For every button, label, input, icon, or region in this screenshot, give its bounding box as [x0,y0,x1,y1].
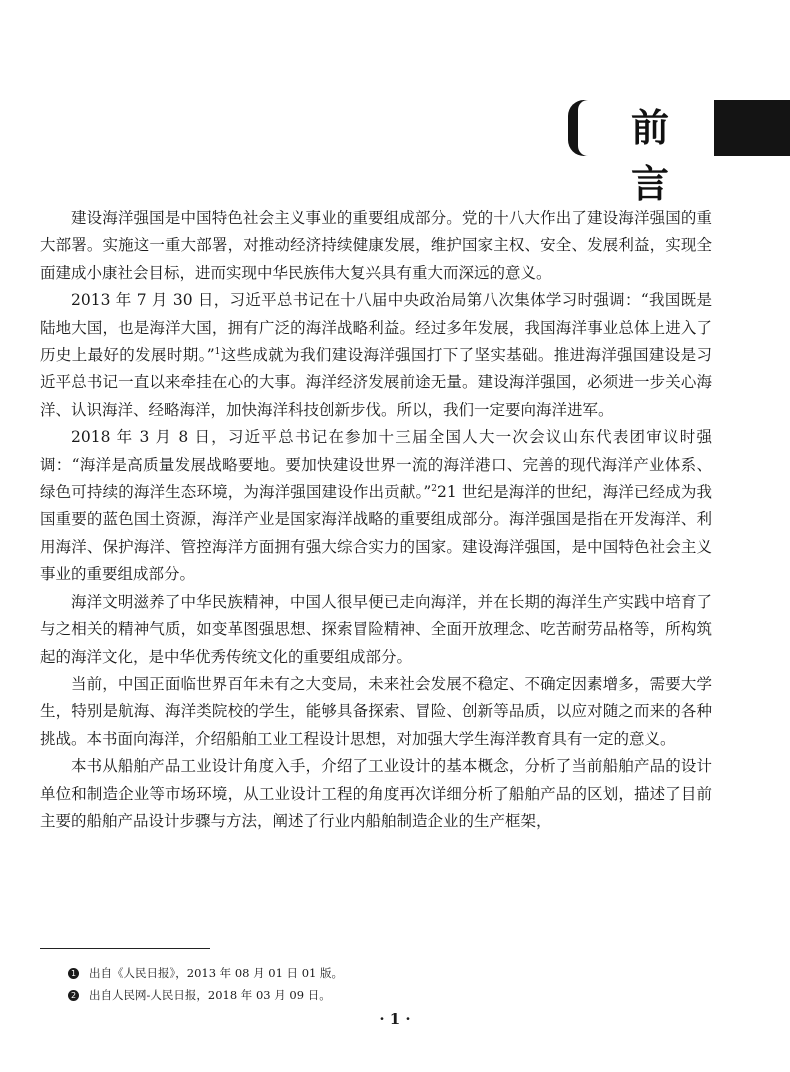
paragraph-3-text-a: 2018 年 3 月 8 日，习近平总书记在参加十三届全国人大一次会议山东代表团审议时强调：“海洋是高质量发展战略要地。要加快建设世界一流的海洋港口、完善的现代海洋产业体系、绿色可持续的海洋生态环境，为海洋强国建设作出贡献。” [40,428,712,502]
page-number: · 1 · [379,1010,411,1028]
paragraph-2 [40,287,712,424]
body-text [40,205,712,835]
chapter-title: 前 言 [590,100,714,156]
chapter-header-notch [578,100,590,156]
paragraph-4-text: 海洋文明滋养了中华民族精神，中国人很早便已走向海洋，并在长期的海洋生产实践中培育了与之相关的精神气质，如变革图强思想、探索冒险精神、全面开放理念、吃苦耐劳品格等，所构筑起的海洋文化，是中华优秀传统文化的重要组成部分。 [40,592,712,666]
footnote-marker-1: 1 [68,968,79,979]
footnotes [68,962,708,1006]
paragraph-2-text-a: 2013 年 7 月 30 日，习近平总书记在十八届中央政治局第八次集体学习时强调：“我国既是陆地大国，也是海洋大国，拥有广泛的海洋战略利益。经过多年发展，我国海洋事业总体上进入了历史上最好的发展时期。” [40,291,712,365]
footnote-1-text: 出自《人民日报》，2013 年 08 月 01 日 01 版。 [89,966,344,980]
footnote-2-text: 出自人民网-人民日报，2018 年 03 月 09 日。 [89,988,331,1002]
paragraph-6 [40,753,712,835]
paragraph-2-text-b: 这些成就为我们建设海洋强国打下了坚实基础。推进海洋强国建设是习近平总书记一直以来牵挂在心的大事。海洋经济发展前途无量。建设海洋强国，必须进一步关心海洋、认识海洋、经略海洋，加快海洋科技创新步伐。所以，我们一定要向海洋进军。 [40,346,712,419]
paragraph-3 [40,424,712,588]
paragraph-4 [40,589,712,671]
paragraph-3-text-b: 21 世纪是海洋的世纪，海洋已经成为我国重要的蓝色国土资源，海洋产业是国家海洋战略的重要组成部分。海洋强国是指在开发海洋、利用海洋、保护海洋、管控海洋方面拥有强大综合实力的国家。建设海洋强国，是中国特色社会主义事业的重要组成部分。 [40,483,712,584]
paragraph-6-text: 本书从船舶产品工业设计角度入手，介绍了工业设计的基本概念，分析了当前船舶产品的设计单位和制造企业等市场环境，从工业设计工程的角度再次详细分析了船舶产品的区划，描述了目前主要的船舶产品设计步骤与方法，阐述了行业内船舶制造企业的生产框架， [40,757,712,830]
paragraph-5-text: 当前，中国正面临世界百年未有之大变局，未来社会发展不稳定、不确定因素增多，需要大学生，特别是航海、海洋类院校的学生，能够具备探索、冒险、创新等品质，以应对随之而来的各种挑战。本书面向海洋，介绍船舶工业工程设计思想，对加强大学生海洋教育具有一定的意义。 [40,674,712,748]
paragraph-1 [40,205,712,287]
footnote-divider [40,948,210,949]
footnote-2 [68,984,708,1006]
paragraph-5 [40,671,712,753]
footnote-ref-1[interactable]: 1 [214,346,221,357]
paragraph-1-text: 建设海洋强国是中国特色社会主义事业的重要组成部分。党的十八大作出了建设海洋强国的重大部署。实施这一重大部署，对推动经济持续健康发展，维护国家主权、安全、发展利益，实现全面建成小康社会目标，进而实现中华民族伟大复兴具有重大而深远的意义。 [40,209,712,282]
footnote-1 [68,962,708,984]
footnote-ref-2[interactable]: 2 [431,483,438,494]
footnote-marker-2: 2 [68,990,79,1001]
